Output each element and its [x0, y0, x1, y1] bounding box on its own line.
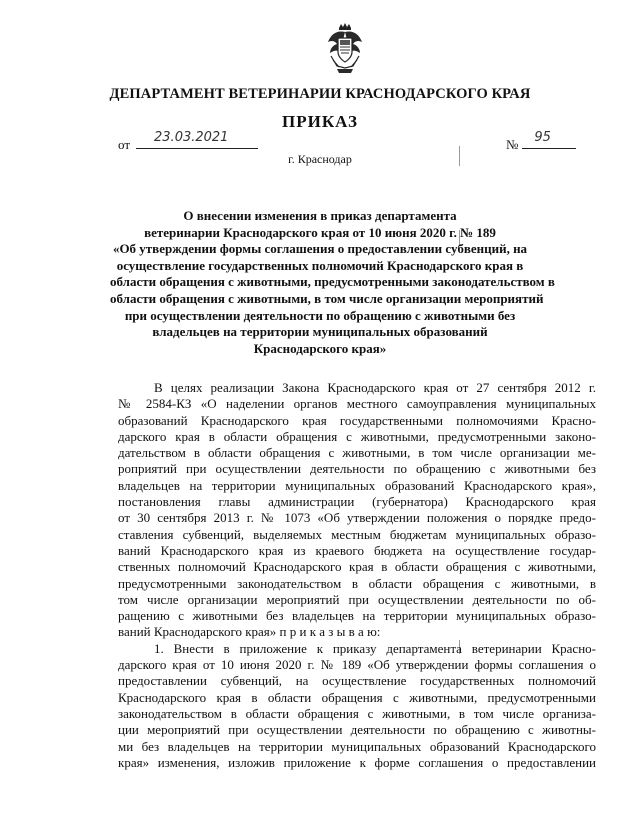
coat-of-arms-icon — [325, 22, 365, 74]
body-line: ставления субвенций, выделяемых местным бюджетам муниципальных образо- — [118, 526, 596, 542]
date-prefix: от — [118, 137, 131, 152]
date-underline — [136, 130, 258, 149]
order-number — [506, 130, 576, 153]
body-line: Краснодарского края в области обращения с животными, предусмотренными — [118, 689, 596, 705]
body-line: дарского края в области обращения с животными, предусмотренными законо- — [118, 428, 596, 444]
body-line: ции мероприятий при осуществлении деятельности по обращению с животны- — [118, 722, 596, 738]
body-line: предоставлении субвенций, на осуществление государственных полномочий — [118, 673, 596, 689]
body-line: ваний Краснодарского края» п р и к а з ы в а ю: — [118, 624, 381, 640]
order-date — [118, 130, 258, 153]
order-subject — [110, 208, 555, 357]
subject-line: ветеринарии Краснодарского края от 10 июня 2020 г. № 189 — [144, 224, 496, 240]
body-line: дательством в области обращения с животными, в том числе организации ме- — [118, 445, 596, 461]
body-line: ращению с животными без владельцев на территории муниципальных образо- — [118, 608, 596, 624]
order-title: ПРИКАЗ — [282, 112, 358, 131]
body-line: предусмотренными законодательством в области обращения с животными, в — [118, 575, 596, 591]
subject-line: области обращения с животными, предусмотренными законодательством в — [110, 274, 555, 290]
body-line: ми без владельцев на территории муниципальных образований Краснодарского — [118, 738, 596, 754]
body-line: постановления главы администрации (губернатора) Краснодарского края — [118, 494, 596, 510]
number-prefix: № — [506, 137, 519, 152]
body-line: от 30 сентября 2013 г. № 1073 «Об утверждении положения о порядке предо- — [118, 510, 596, 526]
department-name: ДЕПАРТАМЕНТ ВЕТЕРИНАРИИ КРАСНОДАРСКОГО КРАЯ — [109, 86, 531, 102]
body-line: ваний Краснодарского края из краевого бюджета на осуществление государ- — [118, 542, 596, 558]
subject-line: «Об утверждении формы соглашения о предоставлении субвенций, на — [112, 241, 528, 257]
body-line: владельцев на территории муниципальных образований Краснодарского края», — [118, 477, 596, 493]
body-line: 1. Внести в приложение к приказу департамента ветеринарии Красно- — [154, 640, 596, 656]
body-line: образований Краснодарского края государственными полномочиями Красно- — [118, 412, 596, 428]
body-line: № 2584-КЗ «О наделении органов местного самоуправления муниципальных — [118, 396, 596, 412]
date-handwritten: 23.03.2021 — [154, 130, 229, 145]
subject-line: области обращения с животными, в том числе организации мероприятий — [110, 290, 544, 306]
subject-line: при осуществлении деятельности по обращению с животными без — [124, 307, 516, 323]
city-name: г. Краснодар — [288, 152, 352, 166]
body-line: дарского края от 10 июня 2020 г. № 189 «Об утверждении формы соглашения о — [118, 657, 596, 673]
body-line: законодательством в области обращения с животными, в том числе организа- — [118, 705, 596, 721]
number-handwritten: 95 — [534, 130, 551, 145]
subject-line: Краснодарского края» — [253, 340, 387, 356]
scan-artifact-line — [459, 146, 460, 166]
body-line: роприятий при осуществлении деятельности по обращению с животными без — [118, 461, 596, 477]
body-line: ственных полномочий Краснодарского края в области обращения с животными, — [118, 559, 596, 575]
body-line: В целях реализации Закона Краснодарского края от 27 сентября 2012 г. — [154, 380, 596, 395]
body-line: том числе организации мероприятий при осуществлении деятельности по об- — [118, 591, 596, 607]
number-underline — [522, 130, 576, 149]
subject-line: владельцев на территории муниципальных образований — [152, 324, 488, 340]
subject-line: осуществление государственных полномочий Краснодарского края в — [116, 257, 524, 273]
subject-line: О внесении изменения в приказ департамента — [183, 208, 457, 223]
order-body — [118, 380, 596, 771]
body-line: края» изменения, изложив приложение к форме соглашения о предоставлении — [118, 754, 596, 770]
